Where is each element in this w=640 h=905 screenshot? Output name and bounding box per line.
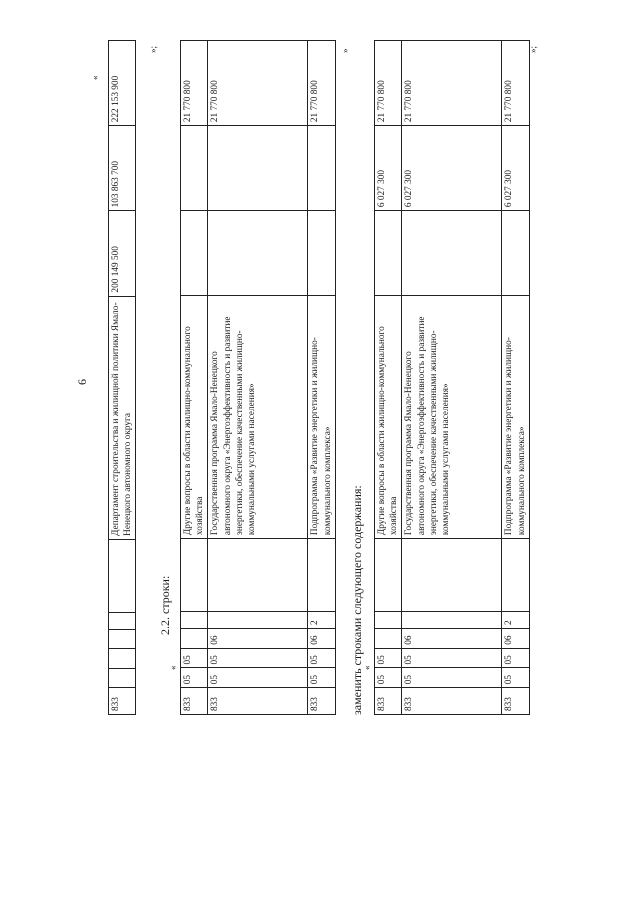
open-quote-3: « [362,665,372,670]
cell-c5 [308,539,335,612]
cell-c1: 05 [502,668,529,688]
cell-v1 [181,211,208,296]
cell-v2 [308,126,335,211]
cell-c3: 06 [502,628,529,648]
cell-c3: 06 [402,628,502,648]
close-quote-2: » [340,48,350,53]
cell-c4 [402,611,502,628]
section-label: 2.2. строки: [158,575,172,635]
cell-code: 833 [502,688,529,715]
cell-c4 [109,612,136,629]
cell-name: Другие вопросы в области жилищно-коммунального хозяйства [375,296,402,539]
cell-c1: 05 [402,668,502,688]
cell-v3: 21 770 800 [181,41,208,126]
table-row [375,41,402,715]
cell-c3 [181,628,208,648]
cell-v2: 6 027 300 [502,126,529,211]
cell-c5 [375,539,402,612]
close-quote: »; [148,45,158,53]
cell-v2: 103 863 700 [109,126,136,211]
cell-c2: 05 [181,648,208,668]
cell-v3: 21 770 800 [308,41,335,126]
cell-v3: 222 153 900 [109,41,136,126]
cell-c1: 05 [181,668,208,688]
cell-c2: 05 [402,648,502,668]
table-row [502,41,529,715]
table-row [308,41,335,715]
cell-c1 [109,668,136,687]
table-mid [180,40,336,715]
cell-c5 [502,539,529,612]
cell-v2 [208,126,308,211]
cell-c3: 06 [308,628,335,648]
cell-code: 833 [208,688,308,715]
cell-c4 [208,611,308,628]
table-bot [374,40,530,715]
cell-code: 833 [109,688,136,715]
cell-c2: 05 [208,648,308,668]
replace-label: заменить строками следующего содержания: [350,485,364,715]
cell-c1: 05 [308,668,335,688]
cell-code: 833 [181,688,208,715]
cell-c5 [402,539,502,612]
cell-v3: 21 770 800 [402,41,502,126]
cell-c2: 05 [308,648,335,668]
cell-v1: 200 149 500 [109,211,136,296]
cell-c4: 2 [308,611,335,628]
cell-c5 [181,539,208,612]
cell-c3: 06 [208,628,308,648]
cell-c2: 05 [502,648,529,668]
cell-name: Подпрограмма «Развитие энергетики и жилищно-коммунального комплекса» [502,296,529,539]
cell-v2: 6 027 300 [375,126,402,211]
cell-code: 833 [375,688,402,715]
table-row [181,41,208,715]
cell-c1: 05 [375,668,402,688]
cell-c4: 2 [502,611,529,628]
cell-name: Другие вопросы в области жилищно-коммунального хозяйства [181,296,208,539]
cell-code: 833 [402,688,502,715]
cell-v1 [402,211,502,296]
cell-name: Департамент строительства и жилищной политики Ямало-Ненецкого автономного округа [109,296,136,539]
open-quote: « [90,75,100,80]
table-row [109,41,136,715]
cell-v3: 21 770 800 [208,41,308,126]
cell-c3 [109,629,136,648]
cell-c3 [375,628,402,648]
cell-c2: 05 [375,648,402,668]
cell-c2 [109,649,136,668]
cell-v1 [208,211,308,296]
cell-c4 [375,611,402,628]
cell-code: 833 [308,688,335,715]
table-top [108,40,136,715]
cell-v1 [502,211,529,296]
cell-name: Государственная программа Ямало-Ненецкого автономного округа «Энергоэффективность и развитие энергетики, обеспечение качественными жилищно-коммунальными услугами населения» [402,296,502,539]
cell-c5 [109,539,136,612]
cell-name: Подпрограмма «Развитие энергетики и жилищно-коммунального комплекса» [308,296,335,539]
close-quote-3: »; [528,45,538,53]
cell-v1 [308,211,335,296]
cell-v2 [181,126,208,211]
cell-c5 [208,539,308,612]
cell-v3: 21 770 800 [502,41,529,126]
open-quote-2: « [168,665,178,670]
table-row [208,41,308,715]
table-row [402,41,502,715]
cell-v2: 6 027 300 [402,126,502,211]
page-number: 6 [75,379,89,385]
cell-c4 [181,611,208,628]
cell-c1: 05 [208,668,308,688]
cell-v1 [375,211,402,296]
cell-v3: 21 770 800 [375,41,402,126]
cell-name: Государственная программа Ямало-Ненецкого автономного округа «Энергоэффективность и развитие энергетики, обеспечение качественными жилищно-коммунальными услугами населения» [208,296,308,539]
